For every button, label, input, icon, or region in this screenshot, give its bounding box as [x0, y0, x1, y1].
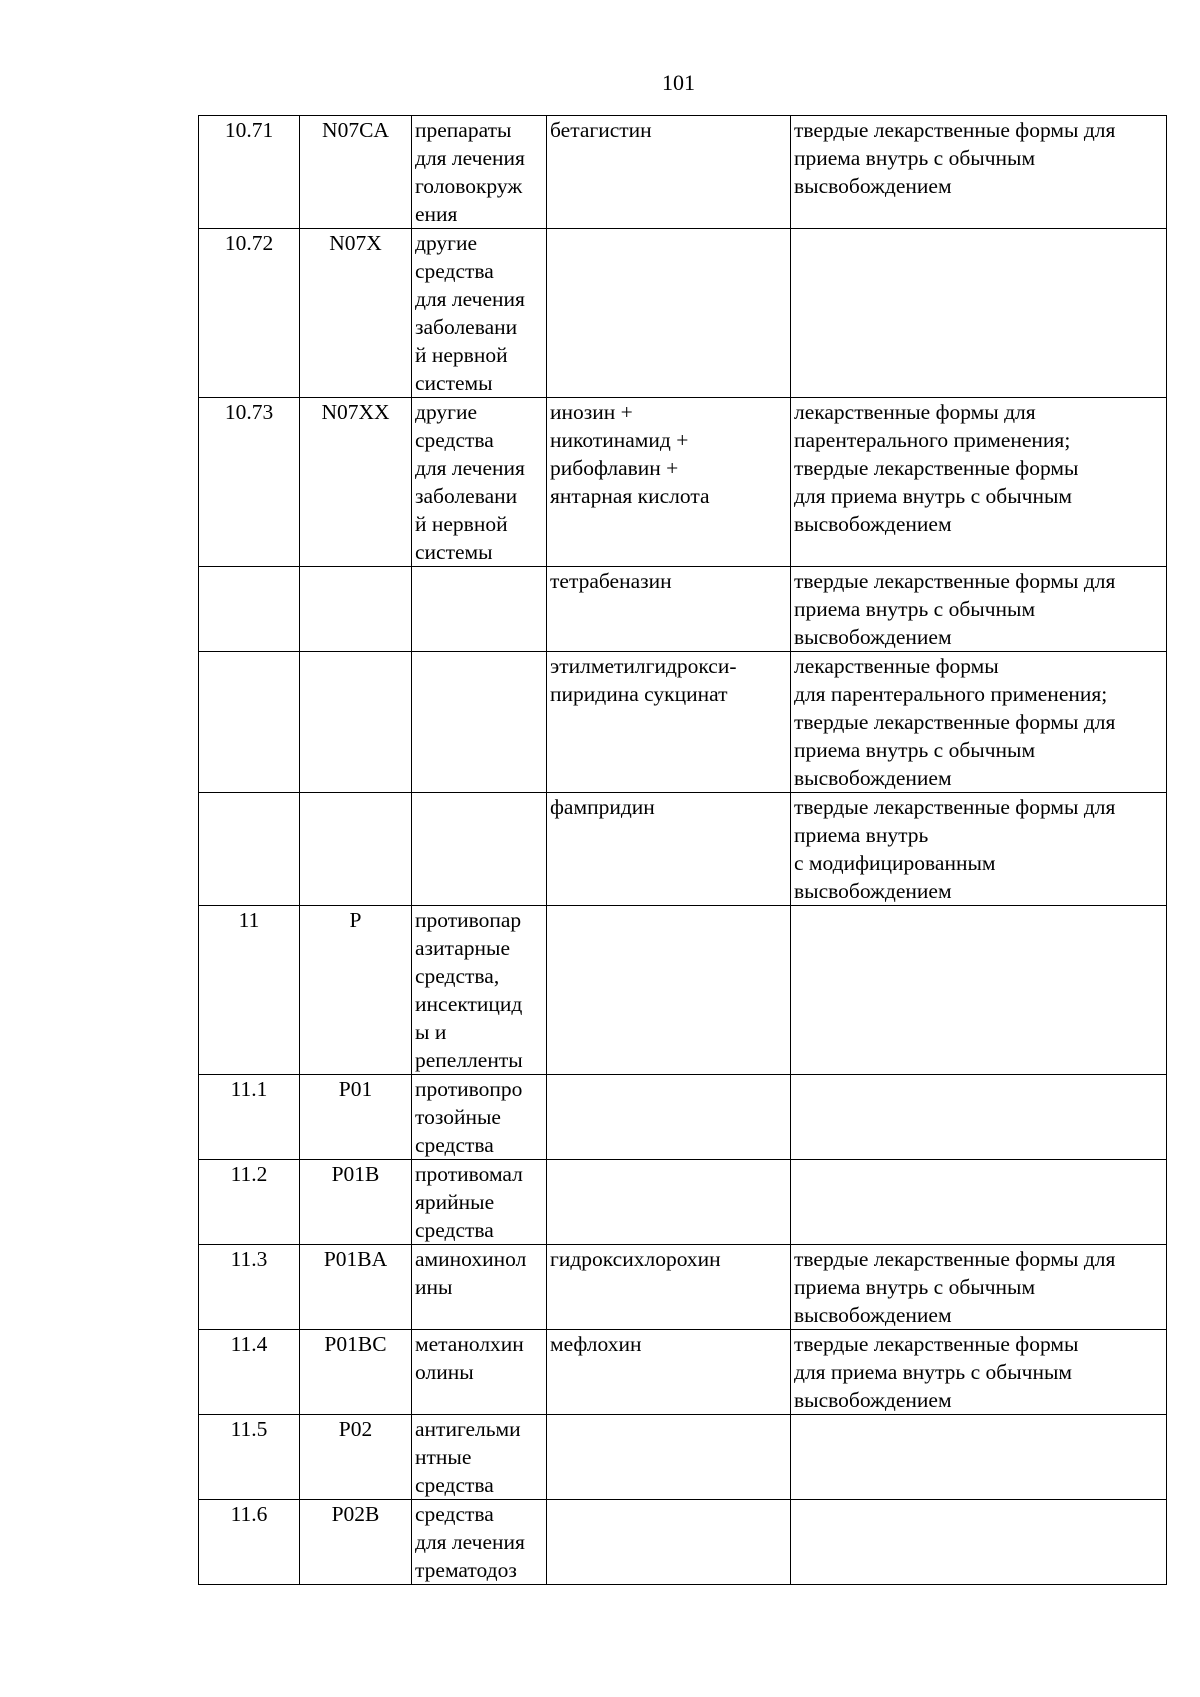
group-name-cell: [412, 229, 547, 398]
dosage-form-cell-line: твердые лекарственные формы для: [794, 569, 1116, 593]
drug-name-cell-line: рибофлавин +: [550, 456, 679, 480]
row-number-cell: [199, 793, 300, 906]
dosage-form-cell-line: твердые лекарственные формы для: [794, 1247, 1116, 1271]
group-name-cell-line: головокруж: [415, 174, 523, 198]
drug-name-cell-line: янтарная кислота: [550, 484, 710, 508]
dosage-form-cell-line: с модифицированным: [794, 851, 996, 875]
group-name-cell-line: инсектицид: [415, 992, 523, 1016]
row-number-cell: 11: [199, 906, 300, 1075]
group-name-cell-line: средства: [415, 259, 494, 283]
drug-name-cell: [547, 1500, 791, 1585]
group-name-cell-line: олины: [415, 1360, 474, 1384]
group-name-cell-line: аминохинол: [415, 1247, 527, 1271]
dosage-form-cell-line: для парентерального применения;: [794, 682, 1108, 706]
group-name-cell-line: препараты: [415, 118, 512, 142]
table-row: [199, 793, 1167, 906]
group-name-cell-line: тозойные: [415, 1105, 501, 1129]
group-name-cell: [412, 1075, 547, 1160]
table-row: [199, 398, 1167, 567]
dosage-form-cell: [791, 1500, 1167, 1585]
table-row: [199, 1500, 1167, 1585]
table-row: [199, 1245, 1167, 1330]
group-name-cell-line: й нервной: [415, 343, 508, 367]
dosage-form-cell-line: высвобождением: [794, 1388, 952, 1412]
dosage-form-cell-line: высвобождением: [794, 512, 952, 536]
dosage-form-cell-line: твердые лекарственные формы для: [794, 710, 1116, 734]
group-name-cell-line: ины: [415, 1275, 453, 1299]
drug-name-cell: [547, 567, 791, 652]
group-name-cell-line: системы: [415, 540, 493, 564]
dosage-form-cell: [791, 652, 1167, 793]
group-name-cell-line: средства,: [415, 964, 500, 988]
drug-name-cell-line: мефлохин: [550, 1332, 642, 1356]
page-number: 101: [662, 70, 695, 95]
row-number-cell: 11.3: [199, 1245, 300, 1330]
atc-code-cell: P01BA: [300, 1245, 412, 1330]
drug-name-cell: [547, 1415, 791, 1500]
table-row: [199, 116, 1167, 229]
group-name-cell-line: ы и: [415, 1020, 447, 1044]
table-row: [199, 1075, 1167, 1160]
dosage-form-cell: [791, 229, 1167, 398]
group-name-cell-line: ярийные: [415, 1190, 495, 1214]
group-name-cell-line: системы: [415, 371, 493, 395]
group-name-cell: [412, 906, 547, 1075]
table-row: [199, 1330, 1167, 1415]
group-name-cell: [412, 793, 547, 906]
dosage-form-cell-line: высвобождением: [794, 174, 952, 198]
drug-name-cell-line: фампридин: [550, 795, 655, 819]
group-name-cell-line: средства: [415, 1133, 494, 1157]
dosage-form-cell-line: приема внутрь с обычным: [794, 1275, 1036, 1299]
group-name-cell-line: противопар: [415, 908, 522, 932]
group-name-cell-line: средства: [415, 1218, 494, 1242]
group-name-cell-line: трематодоз: [415, 1558, 517, 1582]
group-name-cell-line: репелленты: [415, 1048, 523, 1072]
group-name-cell-line: средства: [415, 1473, 494, 1497]
dosage-form-cell-line: лекарственные формы: [794, 654, 999, 678]
dosage-form-cell-line: твердые лекарственные формы: [794, 1332, 1079, 1356]
group-name-cell-line: ения: [415, 202, 458, 226]
group-name-cell-line: противопро: [415, 1077, 523, 1101]
table-row: [199, 229, 1167, 398]
row-number-cell: [199, 652, 300, 793]
row-number-cell: 11.6: [199, 1500, 300, 1585]
drug-name-cell-line: никотинамид +: [550, 428, 689, 452]
dosage-form-cell-line: высвобождением: [794, 766, 952, 790]
group-name-cell-line: для лечения: [415, 287, 525, 311]
dosage-form-cell: [791, 793, 1167, 906]
drug-name-cell-line: пиридина сукцинат: [550, 682, 728, 706]
group-name-cell: [412, 1160, 547, 1245]
dosage-form-cell: [791, 1330, 1167, 1415]
atc-code-cell: P: [300, 906, 412, 1075]
dosage-form-cell-line: для приема внутрь с обычным: [794, 1360, 1073, 1384]
dosage-form-cell-line: приема внутрь: [794, 823, 929, 847]
row-number-cell: 10.73: [199, 398, 300, 567]
row-number-cell: 11.2: [199, 1160, 300, 1245]
group-name-cell-line: й нервной: [415, 512, 508, 536]
dosage-form-cell-line: приема внутрь с обычным: [794, 738, 1036, 762]
dosage-form-cell-line: парентерального применения;: [794, 428, 1071, 452]
atc-code-cell: N07CA: [300, 116, 412, 229]
drug-name-cell: [547, 229, 791, 398]
atc-code-cell: [300, 793, 412, 906]
group-name-cell-line: заболевани: [415, 484, 518, 508]
row-number-cell: [199, 567, 300, 652]
medication-table: [198, 115, 1167, 1585]
dosage-form-cell-line: лекарственные формы для: [794, 400, 1036, 424]
row-number-cell: 11.4: [199, 1330, 300, 1415]
drug-name-cell-line: гидроксихлорохин: [550, 1247, 721, 1271]
dosage-form-cell: [791, 567, 1167, 652]
atc-code-cell: [300, 652, 412, 793]
row-number-cell: 11.1: [199, 1075, 300, 1160]
group-name-cell-line: нтные: [415, 1445, 472, 1469]
row-number-cell: 11.5: [199, 1415, 300, 1500]
row-number-cell: 10.71: [199, 116, 300, 229]
drug-name-cell-line: тетрабеназин: [550, 569, 672, 593]
group-name-cell: [412, 652, 547, 793]
group-name-cell-line: для лечения: [415, 146, 525, 170]
group-name-cell-line: для лечения: [415, 1530, 525, 1554]
group-name-cell-line: для лечения: [415, 456, 525, 480]
dosage-form-cell-line: для приема внутрь с обычным: [794, 484, 1073, 508]
dosage-form-cell: [791, 116, 1167, 229]
group-name-cell: [412, 398, 547, 567]
group-name-cell-line: другие: [415, 400, 478, 424]
dosage-form-cell-line: твердые лекарственные формы для: [794, 795, 1116, 819]
dosage-form-cell-line: высвобождением: [794, 879, 952, 903]
table-row: [199, 1415, 1167, 1500]
group-name-cell-line: антигельми: [415, 1417, 521, 1441]
atc-code-cell: P02: [300, 1415, 412, 1500]
dosage-form-cell-line: твердые лекарственные формы для: [794, 118, 1116, 142]
dosage-form-cell: [791, 906, 1167, 1075]
drug-name-cell: [547, 1330, 791, 1415]
group-name-cell-line: противомал: [415, 1162, 523, 1186]
group-name-cell: [412, 1245, 547, 1330]
atc-code-cell: N07X: [300, 229, 412, 398]
drug-name-cell: [547, 652, 791, 793]
group-name-cell-line: другие: [415, 231, 478, 255]
drug-name-cell: [547, 116, 791, 229]
group-name-cell-line: средства: [415, 1502, 494, 1526]
dosage-form-cell: [791, 1415, 1167, 1500]
group-name-cell-line: метанолхин: [415, 1332, 524, 1356]
group-name-cell: [412, 1500, 547, 1585]
group-name-cell: [412, 1330, 547, 1415]
drug-name-cell: [547, 1245, 791, 1330]
drug-name-cell: [547, 398, 791, 567]
dosage-form-cell-line: высвобождением: [794, 1303, 952, 1327]
dosage-form-cell: [791, 1075, 1167, 1160]
group-name-cell: [412, 567, 547, 652]
group-name-cell-line: заболевани: [415, 315, 518, 339]
atc-code-cell: [300, 567, 412, 652]
table-row: [199, 906, 1167, 1075]
atc-code-cell: P02B: [300, 1500, 412, 1585]
dosage-form-cell-line: твердые лекарственные формы: [794, 456, 1079, 480]
drug-name-cell: [547, 1160, 791, 1245]
drug-name-cell-line: инозин +: [550, 400, 633, 424]
drug-name-cell: [547, 793, 791, 906]
drug-name-cell-line: бетагистин: [550, 118, 652, 142]
atc-code-cell: P01: [300, 1075, 412, 1160]
table-body: [199, 116, 1167, 1585]
drug-name-cell-line: этилметилгидрокси-: [550, 654, 737, 678]
dosage-form-cell-line: приема внутрь с обычным: [794, 597, 1036, 621]
table-row: [199, 652, 1167, 793]
group-name-cell: [412, 1415, 547, 1500]
atc-code-cell: N07XX: [300, 398, 412, 567]
group-name-cell-line: азитарные: [415, 936, 510, 960]
dosage-form-cell: [791, 398, 1167, 567]
group-name-cell-line: средства: [415, 428, 494, 452]
dosage-form-cell: [791, 1245, 1167, 1330]
table-row: [199, 1160, 1167, 1245]
dosage-form-cell-line: приема внутрь с обычным: [794, 146, 1036, 170]
row-number-cell: 10.72: [199, 229, 300, 398]
group-name-cell: [412, 116, 547, 229]
drug-name-cell: [547, 1075, 791, 1160]
table-row: [199, 567, 1167, 652]
atc-code-cell: P01BC: [300, 1330, 412, 1415]
dosage-form-cell: [791, 1160, 1167, 1245]
atc-code-cell: P01B: [300, 1160, 412, 1245]
drug-name-cell: [547, 906, 791, 1075]
dosage-form-cell-line: высвобождением: [794, 625, 952, 649]
